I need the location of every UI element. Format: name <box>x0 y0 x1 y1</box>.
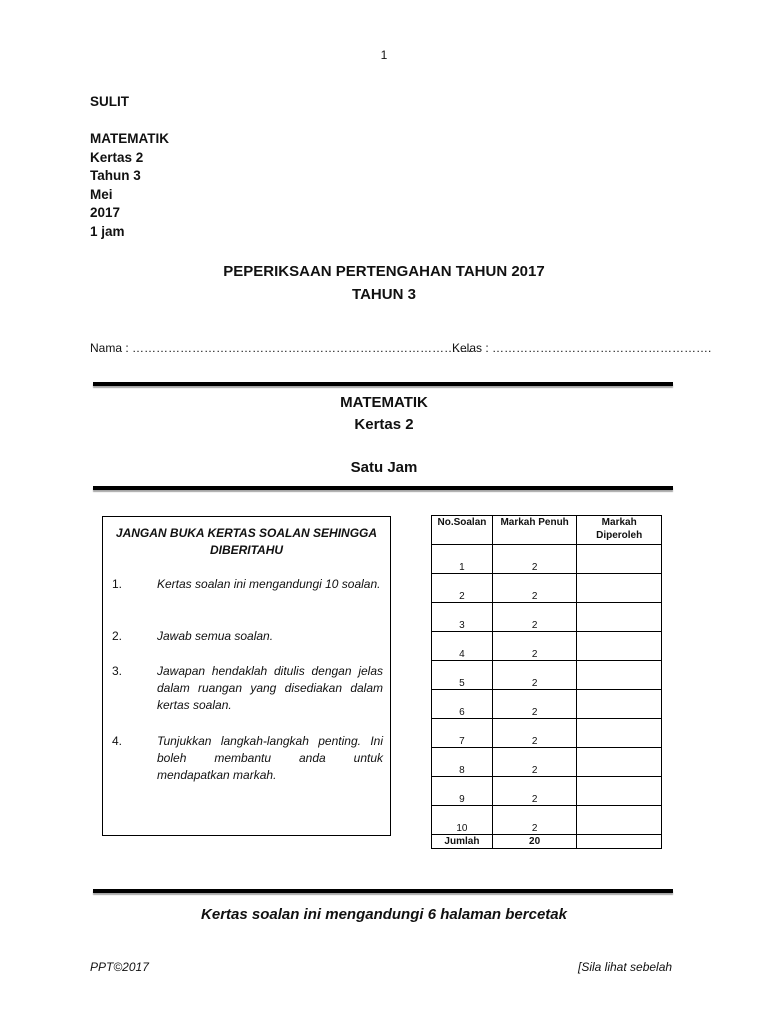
detail-subject: MATEMATIK <box>90 131 169 146</box>
detail-paper: Kertas 2 <box>90 149 144 165</box>
table-row <box>432 661 662 690</box>
question-no-cell: 1 <box>432 545 493 574</box>
total-row <box>432 835 662 849</box>
exam-title: PEPERIKSAAN PERTENGAHAN TAHUN 2017 <box>223 263 545 280</box>
question-no-cell: 9 <box>432 777 493 806</box>
classification-label: SULIT <box>90 94 129 109</box>
table-row <box>432 806 662 835</box>
question-no-cell: 4 <box>432 632 493 661</box>
instruction-number: 3. <box>112 664 123 678</box>
question-no-cell: 8 <box>432 748 493 777</box>
header-marks-obtained: Markah Diperoleh <box>577 516 662 545</box>
table-row <box>432 574 662 603</box>
divider-middle <box>93 486 673 490</box>
full-marks-cell: 2 <box>492 690 576 719</box>
question-no-cell: 3 <box>432 603 493 632</box>
table-row <box>432 719 662 748</box>
marks-obtained-cell <box>577 632 662 661</box>
instruction-number: 4. <box>112 734 123 748</box>
paper-details <box>90 130 169 241</box>
next-page-label: [Sila lihat sebelah <box>578 960 673 974</box>
instruction-text: Tunjukkan langkah-langkah penting. Ini boleh membantu anda untuk mendapatkan markah. <box>157 734 383 782</box>
page-number: 1 <box>380 48 388 62</box>
instruction-text: Kertas soalan ini mengandungi 10 soalan. <box>157 577 381 591</box>
full-marks-cell: 2 <box>492 777 576 806</box>
table-row <box>432 690 662 719</box>
marks-obtained-cell <box>577 806 662 835</box>
total-marks-obtained <box>577 835 662 849</box>
name-field: Nama : …………………………………………………………………………. <box>90 341 472 355</box>
marks-table-header <box>432 516 662 545</box>
instructions-box <box>102 516 391 836</box>
header-question-no: No.Soalan <box>432 516 493 545</box>
question-no-cell: 6 <box>432 690 493 719</box>
class-field: Kelas : ………………………………………………. <box>452 341 712 355</box>
full-marks-cell: 2 <box>492 806 576 835</box>
total-full-marks: 20 <box>492 835 576 849</box>
divider-top <box>93 382 673 386</box>
full-marks-cell: 2 <box>492 748 576 777</box>
full-marks-cell: 2 <box>492 545 576 574</box>
question-no-cell: 7 <box>432 719 493 748</box>
full-marks-cell: 2 <box>492 632 576 661</box>
full-marks-cell: 2 <box>492 661 576 690</box>
question-no-cell: 5 <box>432 661 493 690</box>
marks-obtained-cell <box>577 719 662 748</box>
page-count-note: Kertas soalan ini mengandungi 6 halaman bercetak <box>201 906 567 923</box>
instruction-text: Jawapan hendaklah ditulis dengan jelas dalam ruangan yang disediakan dalam kertas soalan. <box>157 664 383 712</box>
question-no-cell: 2 <box>432 574 493 603</box>
full-marks-cell: 2 <box>492 719 576 748</box>
subject-title: MATEMATIK <box>340 394 428 411</box>
copyright-label: PPT©2017 <box>90 960 149 974</box>
detail-year: 2017 <box>90 205 121 220</box>
instructions-heading-line-2: DIBERITAHU <box>209 543 284 557</box>
marks-obtained-cell <box>577 574 662 603</box>
duration-title: Satu Jam <box>350 459 418 476</box>
detail-month: Mei <box>90 186 113 202</box>
full-marks-cell: 2 <box>492 603 576 632</box>
marks-obtained-cell <box>577 603 662 632</box>
detail-year-level: Tahun 3 <box>90 168 141 183</box>
table-row <box>432 603 662 632</box>
exam-year-level: TAHUN 3 <box>352 286 416 303</box>
total-label: Jumlah <box>432 835 493 849</box>
instructions-heading-line-1: JANGAN BUKA KERTAS SOALAN SEHINGGA <box>115 526 378 540</box>
table-row <box>432 748 662 777</box>
table-row <box>432 632 662 661</box>
marks-obtained-cell <box>577 545 662 574</box>
instruction-number: 1. <box>112 577 123 591</box>
marks-obtained-cell <box>577 690 662 719</box>
instructions-heading <box>103 525 390 559</box>
divider-bottom <box>93 889 673 893</box>
instruction-text: Jawab semua soalan. <box>157 629 274 643</box>
paper-title: Kertas 2 <box>354 416 414 433</box>
table-row <box>432 545 662 574</box>
marks-obtained-cell <box>577 661 662 690</box>
question-no-cell: 10 <box>432 806 493 835</box>
marks-obtained-cell <box>577 748 662 777</box>
marks-obtained-cell <box>577 777 662 806</box>
detail-duration: 1 jam <box>90 223 125 239</box>
marks-table <box>431 515 662 849</box>
instruction-number: 2. <box>112 629 123 643</box>
header-full-marks: Markah Penuh <box>492 516 576 545</box>
table-row <box>432 777 662 806</box>
full-marks-cell: 2 <box>492 574 576 603</box>
